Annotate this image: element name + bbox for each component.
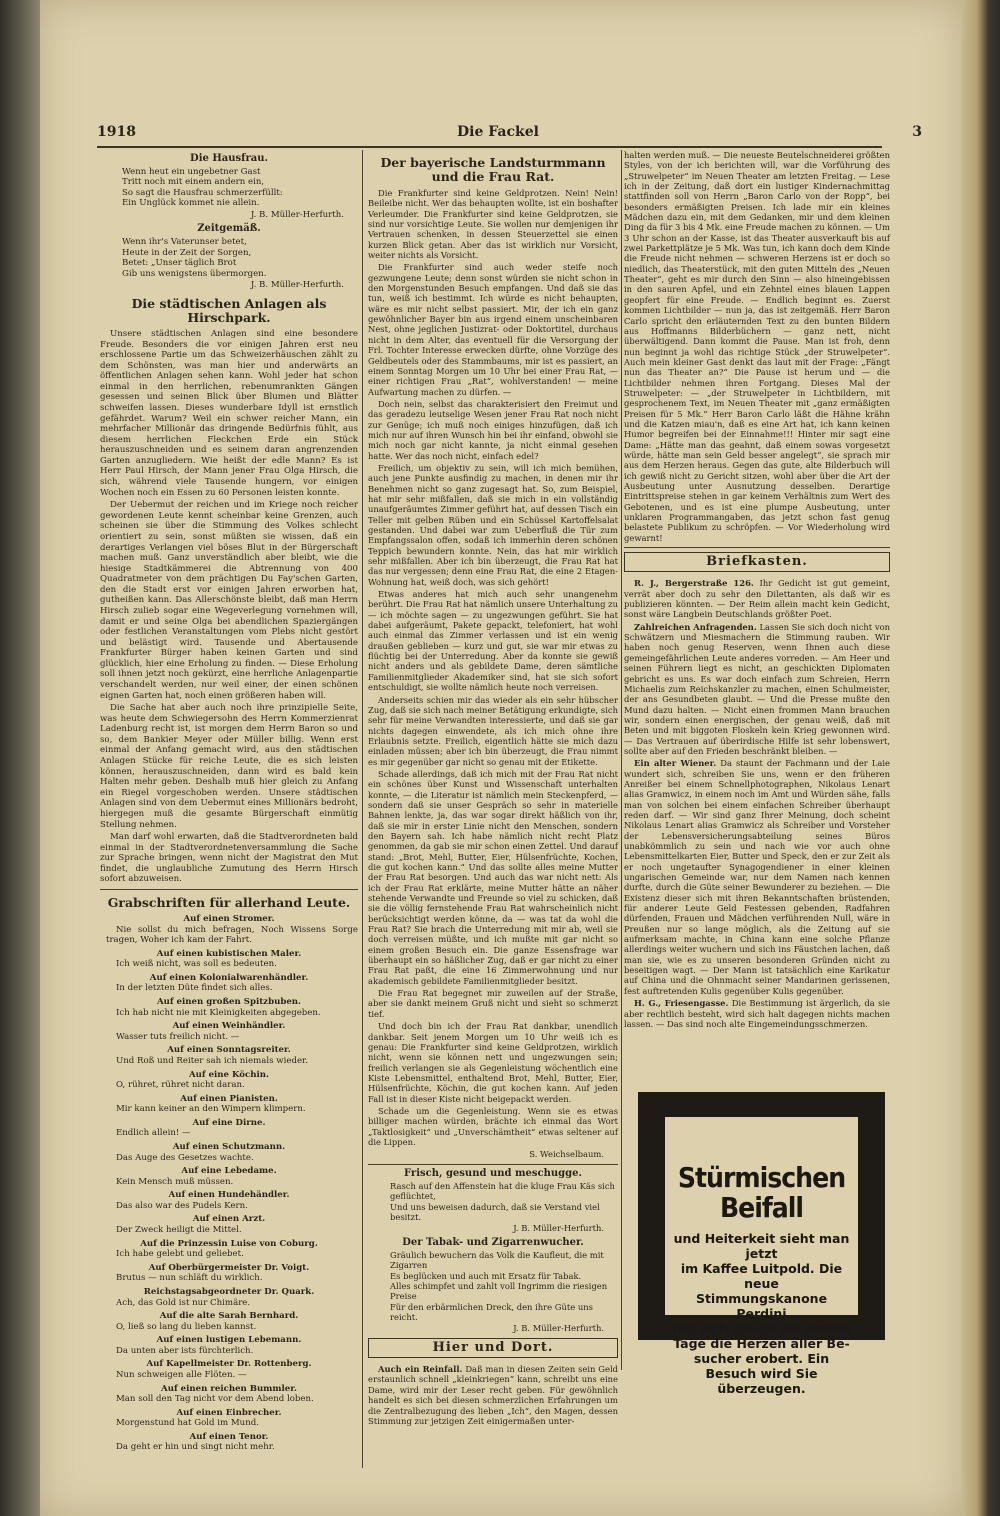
article-paragraph: Der Uebermut der reichen und im Kriege noch reicher gewordenen Leute kennt scheinbar keine Grenzen, auch scheinen sie über die Stimmung des Volkes schlecht orientiert zu sein, sonst müßten sie wissen, daß ein derartiges Verlangen viel böses Blut in der Bürgerschaft machen muß. Ganz unverständlich aber bleibt, wie die hiesige Stadtkämmerei die Abtrennung von 400 Quadratmeter von dem prächtigen Du Fay'schen Garten, den die Stadt erst vor einigen Jahren erworben hat, gutheißen kann. Das Allerschönste bleibt, daß man Herrn Hirsch zulieb sogar eine Wegeverlegung vornehmen will, damit er und seine Olga bei abendlichen Spaziergängen oder festlichen Veranstaltungen vom Plebs nicht gestört und belästigt wird. Tausende und Abertausende Frankfurter Bürger haben keinen Garten und sind glücklich, hier eine Erholung zu finden. — Diese Erholung soll ihnen jetzt noch gekürzt, eine herrliche Anlagenpartie verschandelt werden, nur weil einer, der einen schönen eignen Garten hat, noch einen größeren haben will. bbox=[100, 500, 358, 701]
epitaph-text: Ich hab nicht nie mit Kleinigkeiten abgegeben. bbox=[116, 1007, 321, 1018]
epitaph-text: Man soll den Tag nicht vor dem Abend loben. bbox=[116, 1394, 314, 1405]
article-paragraph: Anderseits schien mir das wieder als ein sehr hübscher Zug, daß sie sich nach meiner Betätigung erkundigte, sich sehr für meine Verwandten interessierte, und daß sie gar nichts dagegen einwendete, als ich mich ohne ihre Erlaubnis setzte. Freilich, eigentlich hätte sie mich dazu einladen müssen; aber ich bin überzeugt, die Frau nimmt es mir gegenüber gar nicht so genau mit der Etikette. bbox=[368, 694, 618, 767]
column-3 bbox=[624, 150, 890, 1031]
epitaph-title: Auf einen Hundehändler. bbox=[168, 1190, 290, 1201]
page-header bbox=[97, 124, 922, 144]
poem-line: Rasch auf den Affenstein hat die kluge Frau Käs sich geflüchtet, bbox=[390, 1180, 615, 1202]
epitaph-text: In der letzten Düte findet sich alles. bbox=[116, 983, 273, 994]
column-1 bbox=[100, 150, 358, 1455]
advertisement-line: sucher erobert. Ein bbox=[693, 1351, 830, 1366]
epitaph-title: Auf die Prinzessin Luise von Coburg. bbox=[140, 1238, 318, 1249]
article-title-landsturmmann: Der bayerische Landsturmmann und die Frau Rat. bbox=[380, 155, 606, 184]
letter-recipient: R. J., Bergerstraße 126. bbox=[634, 578, 754, 589]
advertisement-line: und Heiterkeit sieht man jetzt bbox=[673, 1231, 850, 1261]
epitaph-text: O, ließ so lang du lieben kannst. bbox=[116, 1321, 257, 1332]
advertisement-line: Stimmungskanone Perdini bbox=[695, 1291, 828, 1321]
poem-author: J. B. Müller-Herfurth. bbox=[250, 280, 344, 291]
poem-line: So sagt die Hausfrau schmerzerfüllt: bbox=[122, 187, 283, 198]
epitaph-title: Auf einen kubistischen Maler. bbox=[156, 948, 302, 959]
poem-line: Betet: „Unser täglich Brot bbox=[122, 258, 237, 269]
epitaph-title: Auf eine Dirne. bbox=[192, 1117, 266, 1128]
epitaph-title: Auf einen Pianisten. bbox=[180, 1093, 278, 1104]
advertisement-line: überzeugen. bbox=[717, 1381, 806, 1396]
epitaph-title: Reichstagsabgeordneter Dr. Quark. bbox=[143, 1286, 315, 1297]
advertisement-title: Stürmischen Beifall bbox=[677, 1161, 846, 1224]
poem-title: Die Hausfrau. bbox=[190, 153, 268, 164]
poem-line: Für den erbärmlichen Dreck, den ihre Güte uns reicht. bbox=[390, 1301, 593, 1323]
article-title-hirschpark: Die städtischen Anlagen als Hirschpark. bbox=[131, 295, 327, 325]
advertisement-box bbox=[638, 1092, 885, 1396]
article-paragraph: Unsere städtischen Anlagen sind eine besondere Freude. Besonders die vor einigen Jahren erst neu erschlossene Partie um das Schweizerhäuschen zählt zu dem Schönsten, was man hier und anderwärts an öffentlichen Anlagen sehen kann. Wohl jeder hat schon einmal in den herrlichen, rebenumrankten Gängen gesessen und seinen Blick über Blumen und Blätter schweifen lassen. Dieses wunderbare Idyll ist ernstlich gefährdet. Warum? Weil ein schwer reicher Mann, ein mehrfacher Millionär das dringende Bedürfnis fühlt, aus diesem herrlichen Fleckchen Erde ein Stück herauszuschneiden und es seinem daran angrenzenden Garten anzugliedern. Wie heißt der edle Mann? Es ist Herr Paul Hirsch, der Mann jener Frau Olga Hirsch, die sich, während viele Tausende hungern, vor einigen Wochen noch ein Essen zu 60 Personen leisten konnte. bbox=[100, 328, 358, 498]
letter-reply bbox=[624, 758, 890, 996]
section-heading-hier-und-dort: Hier und Dort. bbox=[368, 1338, 618, 1358]
article-paragraph: halten werden muß. — Die neueste Beutelschneiderei größten Styles, von der ich berichten will, war die Vorführung des „Struwelpeter“ im Neuen Theater am letzten Freitag. — Lese ich in der Zeitung, daß dort ein lustiger Kindernachmittag stattfinden soll von Herrn „Baron Carlo von der Ropp“, bei besonders ermäßigten Preisen. Ich lade mir ein kleines Mädchen dazu ein, mit dem Gedanken, mir und dem kleinen Ding da für 3 bis 4 Mk. eine Freude machen zu können. — Um 3 Uhr schon an der Kasse, ist das Theater ausverkauft bis auf zwei Parkettplätze je 5 Mk. Was tun, ich kann doch dem Kinde die Freude nicht nehmen — schweren Herzens ist er doch so niedlich, das Theaterstück, mit den guten Mitteln des „Neuen Theater“, geht es mir durch den Sinn — also hineingebissen in den sauren Apfel, und ein Zehntel eines blauen Lappen geopfert für eine Freude. — Endlich beginnt es. Zuerst kommen Lichtbilder — nun ja, das ist zeitgemäß. Herr Baron Carlo spricht den erläuternden Text zu den bunten Bildern aus Hoffmanns Bilderbüchern — ganz nett, nicht überwältigend. Dann kommt die Pause. Man ist froh, denn nun beginnt ja wohl das richtige Stück „der Struwelpeter“. Auch mein kleiner Gast denkt das laut mit der Frage: „Fängt nun das Theater an?“ Die Pause ist herum und — die Lichtbilder nehmen ihren Fortgang. Dieses Mal der Struwelpeter: — „der Struwelpeter in Lichtbildern, mit gesprochenem Text, im Neuen Theater mit „ganz ermäßigten Preisen für 5 Mk.“ Herr Baron Carlo läßt die Hähne krähn und die Katzen miau'n, daß es eine Art hat, ich kann keinen Humor begreifen bei der Einnahme!!! Hinter mir sagt eine Dame: „Hätte man das geahnt, daß einem sowas vorgesetzt würde, hätte man sein Geld besser angelegt“, sie sprach mir aus dem Herzen heraus. Gegen das gute, alte Bilderbuch will ich gewiß nicht zu Gericht sitzen, wohl aber über die Art der Ausbeutung unter Ausnutzung desselben. Derartige Eintrittspreise stehen in gar keinem Verhältnis zum Wert des Gebotenen, und es ist eine plumpe Ausbeutung, unter unklaren Programmangaben, das jetzt schon fast genug belastete Publikum zu schröpfen. — Vor Wiederholung wird gewarnt! bbox=[624, 150, 890, 543]
epitaph-text: Und Roß und Reiter sah ich niemals wieder. bbox=[116, 1055, 308, 1066]
article-paragraph: Die Frau Rat begegnet mir zuweilen auf der Straße, aber sie dankt meinem Gruß nicht und sieht so schmerzt tief. bbox=[368, 988, 618, 1019]
epitaph-title: Auf einen Tenor. bbox=[189, 1431, 269, 1442]
epitaph-title: Auf eine Lebedame. bbox=[181, 1166, 277, 1177]
epitaph-title: Auf einen Weinhändler. bbox=[172, 1021, 286, 1032]
poem-title: Der Tabak- und Zigarrenwucher. bbox=[402, 1236, 584, 1248]
letter-recipient: H. G., Friesengasse. bbox=[634, 998, 729, 1009]
epitaph-title: Auf einen Einbrecher. bbox=[176, 1407, 282, 1418]
letter-reply bbox=[624, 622, 890, 756]
epitaph-title: Auf die alte Sarah Bernhard. bbox=[159, 1311, 299, 1322]
poem-tabak bbox=[368, 1238, 618, 1334]
letter-text: Da staunt der Fachmann und der Laie wundert sich, schreiben Sie uns, wenn er den früheren Anreißer bei einem Schnellphotographen, Nikolaus Lenart alias Gramwicz, in einem noch im Amt und Würden sähe, falls man von solchen bei einem einfachen Schreiber überhaupt reden darf. — Wir sind ganz Ihrer Meinung, doch scheint Nikolaus Lenart alias Gramwicz als Schreiber und Vorsteher der Lebensversicherungsabteilung seines Büros unabkömmlich zu sein und nach wie vor auch ohne Lebensmittelkarten Eier, Butter und Speck, den er zur Zeit als er noch ungetaufter Synagogendiener in einer kleinen ungarischen Gemeinde war, nur dem Namen nach kennen durfte, durch die Güte seiner Bewunderer zu beziehen. — Die Existenz dieser sich mit ihren Bekanntschaften brüstenden, für anderer Leute Geld Festessen gebenden, Radfahren dürfenden, Frauen und Mädchen verführenden Null, wäre in Preußen nur so lange möglich, als die Zeitung auf sie aufmerksam machte, in China kann eine solche Pflanze allerdings weiter wuchern und sich ins Fäustchen lachen, daß man sie, wie es zu unseren besonderen Gründen nicht zu beseitigen wagt. — Der Mann ist tatsächlich eine Karikatur auf China und die Ohnmacht seiner Mandarinen gerissenen, fest auftretenden Kulis gegenüber Kulis gegenüber. bbox=[624, 758, 891, 996]
article-paragraph: Doch nein, selbst das charakterisiert den Freimut und das geradezu leutselige Wesen jener Frau Rat noch nicht zur Genüge; ich muß noch einiges hinzufügen, daß ich mich nur auf ihren Wunsch hin bei ihr einfand, obwohl sie mich noch gar nicht kannte, ja nicht einmal gesehen hatte. Wer das noch nicht, einfach edel? bbox=[368, 398, 618, 461]
advertisement-line: Besuch wird Sie bbox=[705, 1366, 818, 1381]
advertisement-line: hat sich gleich am ersten bbox=[672, 1321, 851, 1336]
article-author: S. Weichselbaum. bbox=[529, 1149, 604, 1160]
article-paragraph: Die Frankfurter sind keine Geldprotzen. Nein! Nein! Beileibe nicht. Wer das behaupten wollte, ist ein boshafter Verleumder. Die Frankfurter sind keine Geldprotzen, sie sind nur vorsichtige Leute. Sie wollen nur demjenigen ihr Vertrauen schenken, in dessen Steuerzettel sie einen kurzen Blick getan. Aber das ist wirklich nur Vorsicht, weiter nichts als Vorsicht. bbox=[368, 188, 618, 261]
article-paragraph: Man darf wohl erwarten, daß die Stadtverordneten bald einmal in der Stadtverordnetenversammlung die Sache zur Sprache bringen, wenn nicht der Magistrat den Mut findet, die unglaubliche Zumutung des Herrn Hirsch sofort abzuweisen. bbox=[100, 832, 358, 885]
advertisement-inner bbox=[665, 1117, 858, 1396]
article-paragraph: Freilich, um objektiv zu sein, will ich mich bemühen, auch jene Punkte ausfindig zu machen, in denen mir ihr Benehmen nicht so ganz zugesagt hat. So, zum Beispiel, hat mir sehr mißfallen, daß sie mich in ein vollständig unaufgeräumtes Zimmer geführt hat, auf dessen Tisch ein Teller mit gelben Rüben und ein Schüssel Kartoffelsalat gestanden. Und dabei war zum Ueberfluß die Tür zum Empfangssalon offen, sodaß ich immerhin deren schönen Teppich bewundern konnte. Nein, das hat mir wirklich sehr mißfallen. Aber ich bin überzeugt, die Frau Rat hat das nur vergessen; denn eine Frau Rat, die eine 2 Etagen-Wohnung hat, weiß doch, was sich gehört! bbox=[368, 462, 618, 587]
epitaph-text: Endlich allein! — bbox=[116, 1128, 191, 1139]
poem-line: Wenn ihr's Vaterunser betet, bbox=[122, 237, 247, 248]
paragraph-text: Daß man in diesen Zeiten sein Geld erstaunlich schnell „kleinkriegen“ kann, schreibt uns eine Dame, wird mir der Leser recht geben. Für gewöhnlich handelt es sich bei diesen schmerzlichen Erfahrungen um die Zentralbezugung des lieben „Ich“, den Magen, dessen Stimmung zur jetzigen Zeit einigermaßen unter- bbox=[368, 1364, 618, 1426]
header-title: Die Fackel bbox=[457, 124, 539, 140]
epitaph-title: Auf einen Kolonialwarenhändler. bbox=[149, 972, 309, 983]
poem-line: Und uns beweisen dadurch, daß sie Verstand viel besitzt. bbox=[390, 1201, 600, 1222]
epitaph-text: Da geht er hin und singt nicht mehr. bbox=[116, 1442, 275, 1453]
letter-text: Lassen Sie sich doch nicht von Schwätzern und Miesmachern die Stimmung rauben. Wir haben noch genug Reserven, wenn Ihnen auch diese gemeingefährlichen Leute anderes vorreden. — Am Heer und seinen Führern liegt es nicht, an geschickten Diplomaten gebricht es uns. Es war doch einfach zum Schreien, Herrn Michaelis zum Reichskanzler zu machen, einen Schulmeister, der ans Gesundbeten glaubt. — Und die Presse mußte den Mund dazu halten. — Nicht einen frommen Mann brauchen wir, sondern einen energischen, der genau weiß, daß mit Beten und mit biggoten Floskeln kein Krieg gewonnen wird. — Das Vertrauen auf überirdische Hilfe ist sehr lobenswert, sollte aber auf den Frieden beschränkt bleiben. — bbox=[624, 621, 891, 756]
letter-recipient: Ein alter Wiener. bbox=[634, 758, 717, 769]
section-divider bbox=[368, 1164, 618, 1165]
epitaph-title: Auf einen lustigen Lebemann. bbox=[156, 1335, 302, 1346]
poem-line: Gräulich bewuchern das Volk die Kaufleut, die mit Zigarren bbox=[390, 1250, 604, 1271]
article-paragraph bbox=[368, 1364, 618, 1426]
poem-line: Wenn heut ein ungebetner Gast bbox=[122, 166, 261, 177]
section-divider bbox=[100, 889, 358, 890]
poem-line: Gib uns wenigstens übermorgen. bbox=[122, 268, 267, 279]
epitaph-title: Auf einen Stromer. bbox=[183, 914, 275, 924]
advertisement-text bbox=[665, 1231, 858, 1396]
article-paragraph: Schade um die Gegenleistung. Wenn sie es etwas billiger machen würden, brächte ich einmal das Wort „Taktlosigkeit“ und „Unverschämtheit“ etwas seltener auf die Lippen. bbox=[368, 1105, 618, 1147]
epitaph-text: Das also war des Pudels Kern. bbox=[116, 1200, 248, 1211]
letter-text: Die Bestimmung ist ärgerlich, da sie aber rechtlich besteht, wird sich halt dagegen nichts machen lassen. — Das sind noch alte Eingemeindungsschmerzen. bbox=[624, 998, 891, 1029]
poem-zeitgemaess bbox=[100, 224, 358, 290]
epitaphs-heading: Grabschriften für allerhand Leute. bbox=[107, 895, 351, 910]
epitaph-title: Auf einen Schutzmann. bbox=[172, 1141, 286, 1152]
letter-text: Ihr Gedicht ist gut gemeint, verrät aber doch zu sehr den Dilettanten, als daß wir es publizieren könnten. — Der Reim allein macht kein Gedicht, sonst wäre Langbein Deutschlands größter Poet. bbox=[624, 578, 890, 620]
article-paragraph: Etwas anderes hat mich auch sehr unangenehm berührt. Die Frau Rat hat nämlich unsere Unterhaltung zu — ich möchte sagen — zu ungezwungen geführt. Sie hat dabei aufgeräumt, Pakete gepackt, telefoniert, hat wohl auch einmal das Zimmer verlassen und ist ein wenig draußen geblieben — kurz und gut, sie war mir etwas zu flüchtig bei der Unterredung. Aber da konnte sie gewiß nicht anders und als gebildete Dame, deren sämtliche Familienmitglieder Akademiker sind, hat sie sich sofort entschuldigt, sie wollte nämlich heute noch verreisen. bbox=[368, 589, 618, 693]
article-paragraph: Die Frankfurter sind auch weder steife noch gezwungene Leute; denn sonst würden sie nicht schon in den Morgenstunden Besuch empfangen. Und daß sie das tun, weiß ich bestimmt. Ich würde es nicht behaupten, wäre es mir nicht selbst passiert. Mir, der ich ein ganz gewöhnlicher Bayer bin aus irgend einem unscheinbaren Nest, ohne jeglichen Justizrat- oder Doktortitel, durchaus nicht in dem Alter, das eventuell für die Versorgung der Frl. Tochter Interesse erwecken dürfte, ohne Vorzüge des Geldbeutels oder des Stammbaums, mir ist es passiert, an einem Sonntag Morgen um 10 Uhr bei einer Frau Rat, — einer richtigen Frau „Rat“, wohlverstanden! — meine Aufwartung machen zu dürfen. — bbox=[368, 262, 618, 397]
letter-reply bbox=[624, 578, 890, 619]
column-divider bbox=[362, 150, 363, 1468]
epitaph-text: Das Auge des Gesetzes wachte. bbox=[116, 1152, 254, 1163]
epitaph-text: Ach, das Gold ist nur Chimäre. bbox=[116, 1297, 251, 1308]
epitaph-title: Auf eine Köchin. bbox=[188, 1069, 270, 1080]
poem-line: Ein Unglück kommet nie allein. bbox=[122, 198, 260, 209]
epitaph-title: Auf einen großen Spitzbuben. bbox=[156, 997, 302, 1008]
header-year: 1918 bbox=[97, 124, 136, 140]
epitaph-text: Morgenstund hat Gold im Mund. bbox=[116, 1418, 259, 1429]
epitaph-text: Der Zweck heiligt die Mittel. bbox=[116, 1225, 242, 1236]
epitaph-text: Brutus — nun schläft du wirklich. bbox=[116, 1273, 263, 1284]
poem-hausfrau bbox=[100, 154, 358, 220]
epitaph-text: Nie sollst du mich befragen, Noch Wissens Sorge tragen, Woher ich kam der Fahrt. bbox=[106, 924, 358, 946]
binding-shadow bbox=[0, 0, 40, 1516]
poem-title: Zeitgemäß. bbox=[197, 223, 261, 235]
epitaph-text: O, rühret, rühret nicht daran. bbox=[116, 1080, 245, 1091]
poem-line: Tritt noch mit einem andern ein, bbox=[122, 177, 265, 188]
advertisement-line: Tage die Herzen aller Be- bbox=[673, 1336, 850, 1351]
article-paragraph: Die Sache hat aber auch noch ihre prinzipielle Seite, was heute dem Schwiegersohn des Herrn Kommerzienrat Ladenburg recht ist, ist morgen dem Herrn Baron so und so, dem Bankier Meyer oder Müller billig. Wenn erst einmal der Anfang gemacht wird, aus den städtischen Anlagen Stücke für reiche Leute, die es sich leisten können, herauszuschneiden, dann wird es bald kein Halten mehr geben. Deshalb muß hier gleich zu Anfang ein Riegel vorgeschoben werden. Unsere städtischen Anlagen sind von dem Uebermut eines Millionärs bedroht, hiergegen muß die gesamte Bürgerschaft einmütig Stellung nehmen. bbox=[100, 703, 358, 830]
epitaph-title: Auf einen reichen Bummler. bbox=[161, 1383, 297, 1394]
adjacent-pages-edge bbox=[962, 0, 1000, 1516]
poem-author: J. B. Müller-Herfurth. bbox=[513, 1323, 604, 1334]
header-page-number: 3 bbox=[912, 124, 922, 140]
epitaph-text: Ich weiß nicht, was soll es bedeuten. bbox=[116, 959, 277, 970]
poem-author: J. B. Müller-Herfurth. bbox=[513, 1223, 604, 1234]
letter-recipient: Zahlreichen Anfragenden. bbox=[634, 621, 757, 632]
epitaph-text: Nun schweigen alle Flöten. — bbox=[116, 1369, 247, 1380]
advertisement-line: im Kaffee Luitpold. Die neue bbox=[680, 1261, 843, 1291]
poem-title: Frisch, gesund und meschugge. bbox=[404, 1167, 582, 1179]
briefkasten-heading: Briefkasten. bbox=[624, 552, 890, 572]
epitaph-title: Auf einen Arzt. bbox=[192, 1214, 266, 1225]
epitaph-title: Auf Kapellmeister Dr. Rottenberg. bbox=[146, 1359, 312, 1370]
epitaph-text: Kein Mensch muß müssen. bbox=[116, 1176, 234, 1187]
poem-author: J. B. Müller-Herfurth. bbox=[250, 209, 344, 220]
poem-line: Heute in der Zeit der Sorgen, bbox=[122, 247, 252, 258]
epitaph-list bbox=[100, 914, 358, 1453]
poem-line: Alles schimpfet und zahlt voll Ingrimm die riesigen Preise bbox=[390, 1281, 608, 1302]
poem-line: Es beglücken und auch mit Ersatz für Tabak. bbox=[390, 1270, 582, 1281]
epitaph-text: Mir kann keiner an den Wimpern klimpern. bbox=[116, 1104, 306, 1115]
article-paragraph: Und doch bin ich der Frau Rat dankbar, unendlich dankbar. Seit jenem Morgen um 10 Uhr weiß ich es genau: Die Frankfurter sind keine Geldprotzen, wirklich nicht, wenn sie können nett und ungezwungen sein; freilich verlangen sie als Gegenleistung wöchentlich eine Kiste Lebensmittel, enthaltend Brot, Mehl, Butter, Eier, Hülsenfrüchte, Köchin, die gut kochen kann. Auf jeden Fall ist in dieser Kiste nicht beigepackt werden. bbox=[368, 1021, 618, 1104]
epitaph-text: Ich habe gelebt und geliebet. bbox=[116, 1249, 244, 1260]
article-paragraph: Schade allerdings, daß ich mich mit der Frau Rat nicht ein schönes über Kunst und Wissenschaft unterhalten konnte, — die Literatur ist nämlich mein Steckenpferd, — sondern daß sie unser Gespräch so sehr in materielle Bahnen lenkte, ja, das war sogar direkt häßlich von ihr, daß sie mir in erster Linie nicht den Menschen, sondern den Bayern sah. Ich habe nämlich nicht recht Platz genommen, da gab sie mir schon einen Zettel. Und darauf stand: „Brot, Mehl, Butter, Eier, Hülsenfrüchte, Kochen, die gut kochen kann.“ Und das sollte alles meine Mutter der Frau Rat besorgen. Und auch das war nicht nett: Als ich der Frau Rat erklärte, meine Mutter hätte an näher stehende Verwandte und Freunde so viel zu schicken, daß sie die völlig fernstehende Frau Rat wahrscheinlich nicht berücksichtigt werden könne, da — was tat da wohl die Frau Rat? Sie brach die Unterredung mit mir ab, weil sie doch verreisen müßte, und ich mußte mit gar nicht so einem großen Besuch ein. Die ganze Essensfrage war überhaupt ein so häßlicher Zug, daß er gar nicht zu einer Frau Rat paßt, die eine 16 Zimmerwohnung und nur akademisch gebildete Familienmitglieder besitzt. bbox=[368, 768, 618, 986]
letter-list bbox=[624, 578, 890, 1029]
paragraph-lead: Auch ein Reinfall. bbox=[378, 1364, 463, 1375]
column-2 bbox=[368, 150, 618, 1428]
header-rule bbox=[97, 146, 882, 148]
epitaph-text: Da unten aber ists fürchterlich. bbox=[116, 1345, 254, 1356]
section-divider bbox=[624, 547, 890, 548]
epitaph-title: Auf einen Sonntagsreiter. bbox=[167, 1045, 291, 1056]
epitaph-title: Auf Oberbürgermeister Dr. Voigt. bbox=[148, 1262, 310, 1273]
epitaph-text: Wasser tuts freilich nicht. — bbox=[116, 1031, 240, 1042]
letter-reply bbox=[624, 998, 890, 1029]
column-divider bbox=[621, 150, 622, 1370]
poem-meschugge bbox=[368, 1169, 618, 1234]
